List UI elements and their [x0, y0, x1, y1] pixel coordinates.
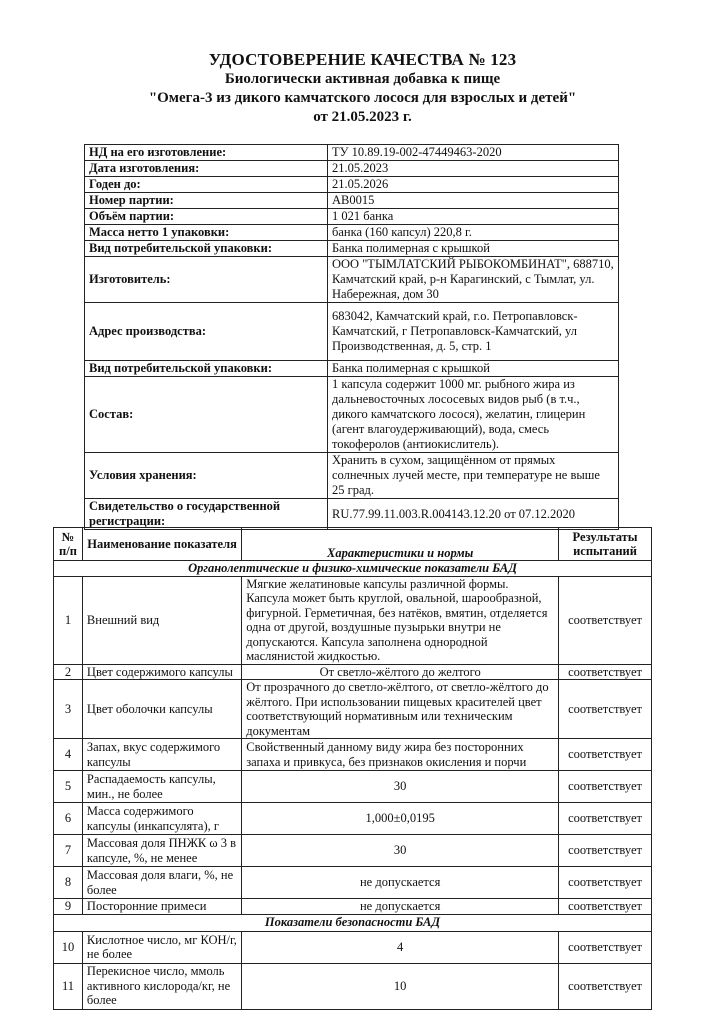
row-name: Масса содержимого капсулы (инкапсулята), г	[82, 803, 241, 835]
info-label: Адрес производства:	[85, 303, 328, 361]
info-row	[85, 303, 619, 361]
info-value: 1 капсула содержит 1000 мг. рыбного жира из дальневосточных лососевых видов рыб (в т.ч., дикого камчатского лосося), желатин, глицерин (агент влагоудерживающий), вода, смесь токоферолов (антиокислитель).	[328, 377, 619, 453]
info-row	[85, 225, 619, 241]
info-value: 1 021 банка	[328, 209, 619, 225]
row-result: соответствует	[559, 664, 652, 680]
row-name: Посторонние примеси	[82, 899, 241, 915]
row-num: 4	[54, 739, 83, 771]
row-num: 3	[54, 680, 83, 739]
row-result: соответствует	[559, 739, 652, 771]
row-name: Цвет оболочки капсулы	[82, 680, 241, 739]
row-result: соответствует	[559, 931, 652, 963]
row-result: соответствует	[559, 576, 652, 664]
info-row	[85, 161, 619, 177]
row-num: 7	[54, 835, 83, 867]
spec-header-row	[54, 528, 652, 561]
info-label: Номер партии:	[85, 193, 328, 209]
info-row	[85, 177, 619, 193]
row-num: 6	[54, 803, 83, 835]
document-date: от 21.05.2023 г.	[313, 109, 412, 125]
info-label: Условия хранения:	[85, 453, 328, 499]
section-row	[54, 914, 652, 931]
info-row	[85, 377, 619, 453]
info-value: ООО "ТЫМЛАТСКИЙ РЫБОКОМБИНАТ", 688710, Камчатский край, р-н Карагинский, с Тымлат, ул. Набережная, дом 30	[328, 257, 619, 303]
spec-row	[54, 771, 652, 803]
row-num: 1	[54, 576, 83, 664]
section-title: Показатели безопасности БАД	[54, 914, 652, 931]
header-result: Результаты испытаний	[559, 528, 652, 561]
row-name: Внешний вид	[82, 576, 241, 664]
product-info-table	[84, 144, 619, 530]
row-result: соответствует	[559, 803, 652, 835]
row-result: соответствует	[559, 835, 652, 867]
spec-row	[54, 931, 652, 963]
row-result: соответствует	[559, 867, 652, 899]
row-characteristics: 10	[242, 963, 559, 1009]
product-type: Биологически активная добавка к пище	[224, 71, 501, 87]
info-value: Банка полимерная с крышкой	[328, 241, 619, 257]
info-row	[85, 209, 619, 225]
info-value: 683042, Камчатский край, г.о. Петропавловск-Камчатский, г Петропавловск-Камчатский, ул Производственная, д. 5, стр. 1	[328, 303, 619, 361]
section-row	[54, 561, 652, 577]
info-value: 21.05.2023	[328, 161, 619, 177]
row-name: Массовая доля ПНЖК ω 3 в капсуле, %, не менее	[82, 835, 241, 867]
info-label: НД на его изготовление:	[85, 145, 328, 161]
info-label: Годен до:	[85, 177, 328, 193]
row-num: 9	[54, 899, 83, 915]
info-row	[85, 145, 619, 161]
row-characteristics: Мягкие желатиновые капсулы различной формы. Капсула может быть круглой, овальной, шарообразной, фигурной. Герметичная, без натёков, вмятин, отделяется одна от другой, воздушные пузырьки внутри не допускаются. Капсула заполнена однородной маслянистой жидкостью.	[242, 576, 559, 664]
info-value: АВ0015	[328, 193, 619, 209]
row-characteristics: 30	[242, 835, 559, 867]
info-value: RU.77.99.11.003.R.004143.12.20 от 07.12.2020	[328, 499, 619, 530]
info-row	[85, 361, 619, 377]
info-row	[85, 499, 619, 530]
info-row	[85, 453, 619, 499]
row-name: Запах, вкус содержимого капсулы	[82, 739, 241, 771]
row-characteristics: 4	[242, 931, 559, 963]
spec-row	[54, 835, 652, 867]
document-header	[0, 50, 725, 127]
row-characteristics: От светло-жёлтого до желтого	[242, 664, 559, 680]
info-label: Объём партии:	[85, 209, 328, 225]
quality-spec-table	[53, 527, 652, 1010]
info-value: Хранить в сухом, защищённом от прямых солнечных лучей месте, при температуре не выше 25 град.	[328, 453, 619, 499]
info-row	[85, 193, 619, 209]
spec-row	[54, 576, 652, 664]
info-label: Состав:	[85, 377, 328, 453]
row-result: соответствует	[559, 899, 652, 915]
spec-row	[54, 899, 652, 915]
info-value: 21.05.2026	[328, 177, 619, 193]
row-result: соответствует	[559, 680, 652, 739]
row-num: 11	[54, 963, 83, 1009]
spec-row	[54, 867, 652, 899]
row-num: 2	[54, 664, 83, 680]
document-title: УДОСТОВЕРЕНИЕ КАЧЕСТВА № 123	[208, 50, 517, 69]
row-num: 8	[54, 867, 83, 899]
header-characteristics: Характеристики и нормы	[242, 528, 559, 561]
row-characteristics: не допускается	[242, 867, 559, 899]
info-label: Дата изготовления:	[85, 161, 328, 177]
row-num: 10	[54, 931, 83, 963]
product-name: "Омега-3 из дикого камчатского лосося для взрослых и детей"	[148, 90, 577, 106]
info-label: Свидетельство о государственной регистрации:	[85, 499, 328, 530]
spec-row	[54, 664, 652, 680]
info-row	[85, 257, 619, 303]
row-characteristics: 1,000±0,0195	[242, 803, 559, 835]
row-name: Цвет содержимого капсулы	[82, 664, 241, 680]
row-name: Массовая доля влаги, %, не более	[82, 867, 241, 899]
info-value: банка (160 капсул) 220,8 г.	[328, 225, 619, 241]
info-label: Вид потребительской упаковки:	[85, 241, 328, 257]
section-title: Органолептические и физико-химические показатели БАД	[54, 561, 652, 577]
spec-row	[54, 680, 652, 739]
header-name: Наименование показателя	[82, 528, 241, 561]
row-characteristics: не допускается	[242, 899, 559, 915]
row-name: Перекисное число, ммоль активного кислорода/кг, не более	[82, 963, 241, 1009]
row-result: соответствует	[559, 771, 652, 803]
spec-row	[54, 963, 652, 1009]
row-characteristics: От прозрачного до светло-жёлтого, от светло-жёлтого до жёлтого. При использовании пищевых красителей цвет соответствующий нормативным или техническим документам	[242, 680, 559, 739]
spec-row	[54, 739, 652, 771]
info-label: Вид потребительской упаковки:	[85, 361, 328, 377]
info-label: Масса нетто 1 упаковки:	[85, 225, 328, 241]
info-label: Изготовитель:	[85, 257, 328, 303]
info-value: Банка полимерная с крышкой	[328, 361, 619, 377]
row-name: Распадаемость капсулы, мин., не более	[82, 771, 241, 803]
row-characteristics: Свойственный данному виду жира без посторонних запаха и привкуса, без признаков окисления и порчи	[242, 739, 559, 771]
row-num: 5	[54, 771, 83, 803]
row-result: соответствует	[559, 963, 652, 1009]
info-value: ТУ 10.89.19-002-47449463-2020	[328, 145, 619, 161]
spec-row	[54, 803, 652, 835]
row-characteristics: 30	[242, 771, 559, 803]
header-num: № п/п	[54, 528, 83, 561]
row-name: Кислотное число, мг КОН/г, не более	[82, 931, 241, 963]
info-row	[85, 241, 619, 257]
